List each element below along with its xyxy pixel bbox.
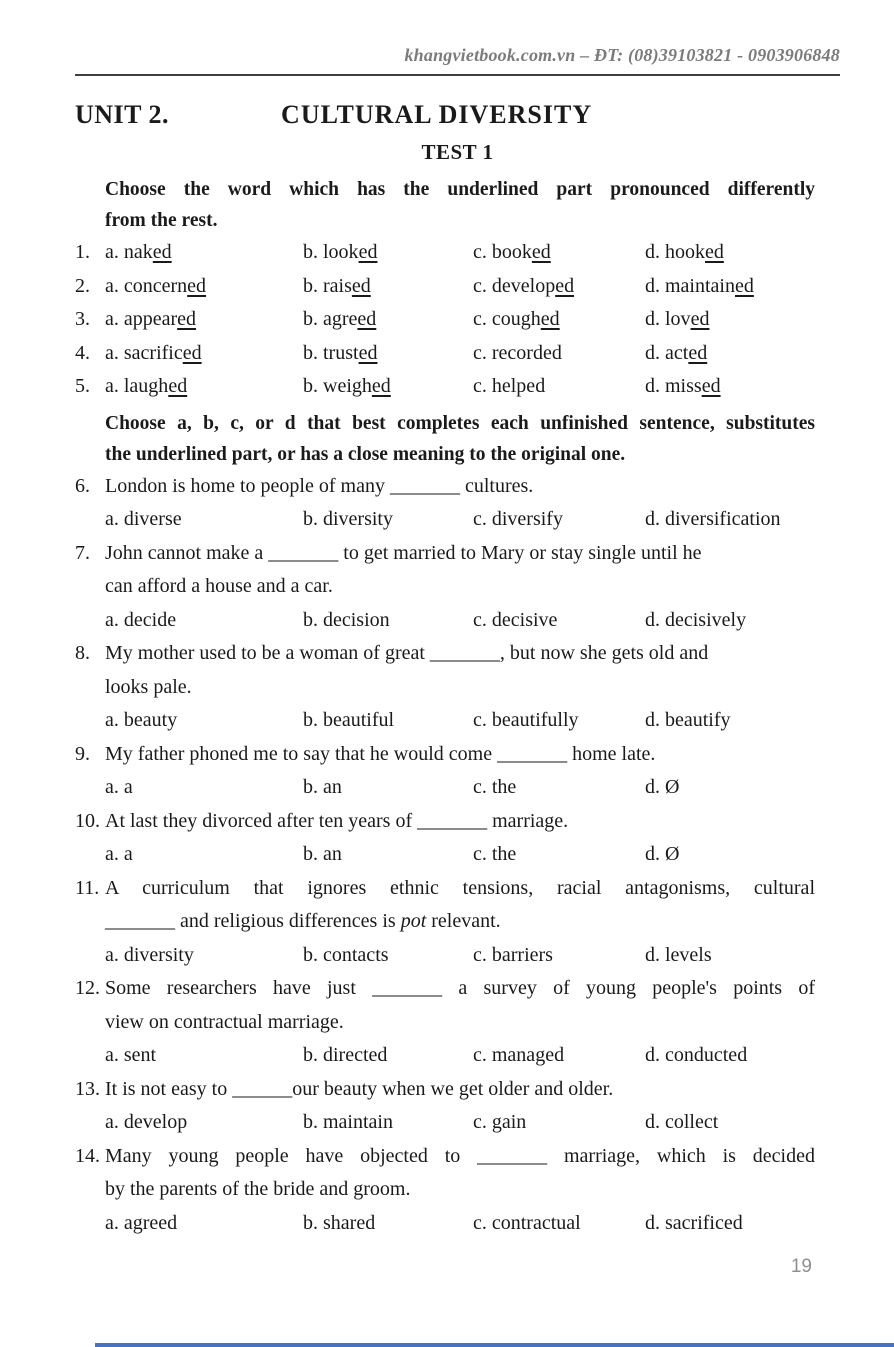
underlined-part: ed [168,375,188,397]
question-number: 1. [75,241,90,263]
option-b: b. contacts [303,943,389,966]
option-d: d. missed [645,375,721,397]
question-number: 10. [75,809,100,832]
option-d: d. Ø [645,843,680,865]
instruction-completion [75,408,840,470]
option-c: c. coughed [473,308,560,330]
underlined-part: ed [555,274,575,297]
underlined-part: ed [531,241,551,263]
underlined-part: ed [152,241,172,263]
option-c: c. diversify [473,508,563,530]
instruction-pronunciation [75,174,840,236]
question-number: 8. [75,642,90,664]
option-b: b. beautiful [303,709,395,731]
bottom-accent-bar [95,1343,894,1347]
underlined-part: ed [690,308,710,330]
lesson-title: CULTURAL DIVERSITY [281,100,593,129]
options-row [75,771,840,805]
option-d: d. sacrificed [645,1211,743,1234]
options-row [75,939,840,973]
question-number: 12. [75,977,100,999]
question-4 [75,337,840,371]
question-number: 4. [75,341,90,364]
option-d: d. hooked [645,241,724,263]
question-13 [75,1073,840,1140]
question-text-line: _______ and religious differences is pot relevant. [105,910,501,932]
question-number: 14. [75,1144,100,1167]
instruction-line: Choose a, b, c, or d that best completes each unfinished sentence, substitutes [105,412,815,434]
underlined-part: ed [358,341,378,364]
option-c: c. the [473,843,517,865]
underlined-part: ed [187,274,207,297]
option-c: c. booked [473,241,551,263]
question-text-line: 12. Some researchers have just _______ a survey of young people's points of [75,972,815,1006]
question-3 [75,303,840,337]
underlined-part: ed [701,375,721,397]
underlined-part: ed [540,308,560,330]
option-a: a. diversity [105,943,194,966]
options-row [75,1106,840,1140]
options-row [75,604,840,638]
option-b: b. an [303,843,342,865]
option-a: a. a [105,776,133,798]
italic-word: pot [400,910,427,932]
question-text-line: 7. John cannot make a _______ to get married to Mary or stay single until he [75,537,815,571]
question-number: 2. [75,274,90,297]
underlined-part: ed [734,274,754,297]
question-7 [75,537,840,638]
question-number: 7. [75,541,90,564]
underlined-part: ed [705,241,724,263]
question-number: 6. [75,474,90,497]
option-b: b. shared [303,1211,376,1234]
option-b: b. trusted [303,341,378,364]
options-row [75,503,840,537]
option-b: b. maintain [303,1111,393,1133]
options-row [75,1207,840,1241]
option-a: a. diverse [105,508,182,530]
pronunciation-questions [75,236,840,404]
option-a: a. beauty [105,709,178,731]
option-c: c. beautifully [473,709,579,731]
question-text-line: by the parents of the bride and groom. [105,1178,411,1200]
question-12 [75,972,840,1073]
option-a: a. sacrificed [105,341,202,364]
underlined-part: ed [182,341,202,364]
underlined-part: ed [688,341,708,364]
option-c: c. developed [473,274,575,297]
option-b: b. agreed [303,308,377,330]
question-6 [75,470,840,537]
title-row [75,98,840,132]
question-text-line: 10. At last they divorced after ten years of _______ marriage. [75,805,815,839]
option-d: d. Ø [645,776,680,798]
option-a: a. agreed [105,1211,178,1234]
option-c: c. the [473,776,517,798]
question-text-line: looks pale. [105,675,192,698]
option-c: c. managed [473,1044,565,1066]
option-a: a. develop [105,1111,188,1133]
page-content [0,44,894,1278]
question-14 [75,1140,840,1241]
underlined-part: ed [357,308,377,330]
option-d: d. beautify [645,709,731,731]
question-text-line: can afford a house and a car. [105,575,333,597]
header-rule [75,74,840,76]
underlined-part: ed [351,274,371,297]
page-number: 19 [790,1256,812,1277]
option-a: a. concerned [105,274,207,297]
option-c: c. helped [473,375,546,397]
option-d: d. decisively [645,608,747,631]
underlined-part: ed [371,375,391,397]
option-b: b. raised [303,274,371,297]
option-d: d. diversification [645,508,781,530]
question-number: 3. [75,308,90,330]
option-d: d. conducted [645,1044,748,1066]
question-number: 13. [75,1077,100,1100]
question-11 [75,872,840,973]
options-row [75,704,840,738]
option-c: c. barriers [473,943,553,966]
option-a: a. laughed [105,375,188,397]
question-text-line: 8. My mother used to be a woman of great _______, but now she gets old and [75,637,815,671]
option-a: a. a [105,843,133,865]
option-a: a. naked [105,241,172,263]
completion-questions [75,470,840,1241]
option-b: b. diversity [303,508,393,530]
question-number: 11. [75,876,100,899]
option-d: d. levels [645,943,712,966]
unit-title: UNIT 2. [75,100,170,129]
option-a: a. decide [105,608,177,631]
instruction-line: Choose the word which has the underlined part pronounced differently [105,179,815,200]
question-10 [75,805,840,872]
option-c: c. contractual [473,1211,581,1234]
option-d: d. loved [645,308,710,330]
options-row [75,1039,840,1073]
option-b: b. directed [303,1044,388,1066]
question-number: 5. [75,375,90,397]
question-text-line: 14. Many young people have objected to _______ marriage, which is decided [75,1140,815,1174]
option-a: a. appeared [105,308,197,330]
question-number: 9. [75,742,90,765]
instruction-line: from the rest. [105,210,218,231]
instruction-line: the underlined part, or has a close meaning to the original one. [105,443,626,465]
option-b: b. decision [303,608,390,631]
option-b: b. looked [303,241,378,263]
question-2 [75,270,840,304]
option-c: c. recorded [473,341,562,364]
question-text-line: 9. My father phoned me to say that he would come _______ home late. [75,738,815,772]
option-d: d. collect [645,1111,719,1133]
option-c: c. decisive [473,608,558,631]
question-1 [75,236,840,270]
option-b: b. an [303,776,342,798]
website-header-text: khangvietbook.com.vn – ĐT: (08)39103821 - 0903906848 [404,45,840,65]
question-text-line: view on contractual marriage. [105,1010,344,1033]
options-row [75,838,840,872]
question-5 [75,370,840,404]
underlined-part: ed [177,308,197,330]
option-b: b. weighed [303,375,391,397]
test-title: TEST 1 [421,140,494,164]
question-text-line: 11. A curriculum that ignores ethnic tensions, racial antagonisms, cultural [75,872,815,906]
question-9 [75,738,840,805]
question-8 [75,637,840,738]
option-d: d. maintained [645,274,754,297]
question-text-line: 6. London is home to people of many _______ cultures. [75,470,815,504]
option-c: c. gain [473,1111,527,1133]
option-a: a. sent [105,1044,157,1066]
underlined-part: ed [358,241,378,263]
option-d: d. acted [645,341,708,364]
question-text-line: 13. It is not easy to ______our beauty when we get older and older. [75,1073,815,1107]
